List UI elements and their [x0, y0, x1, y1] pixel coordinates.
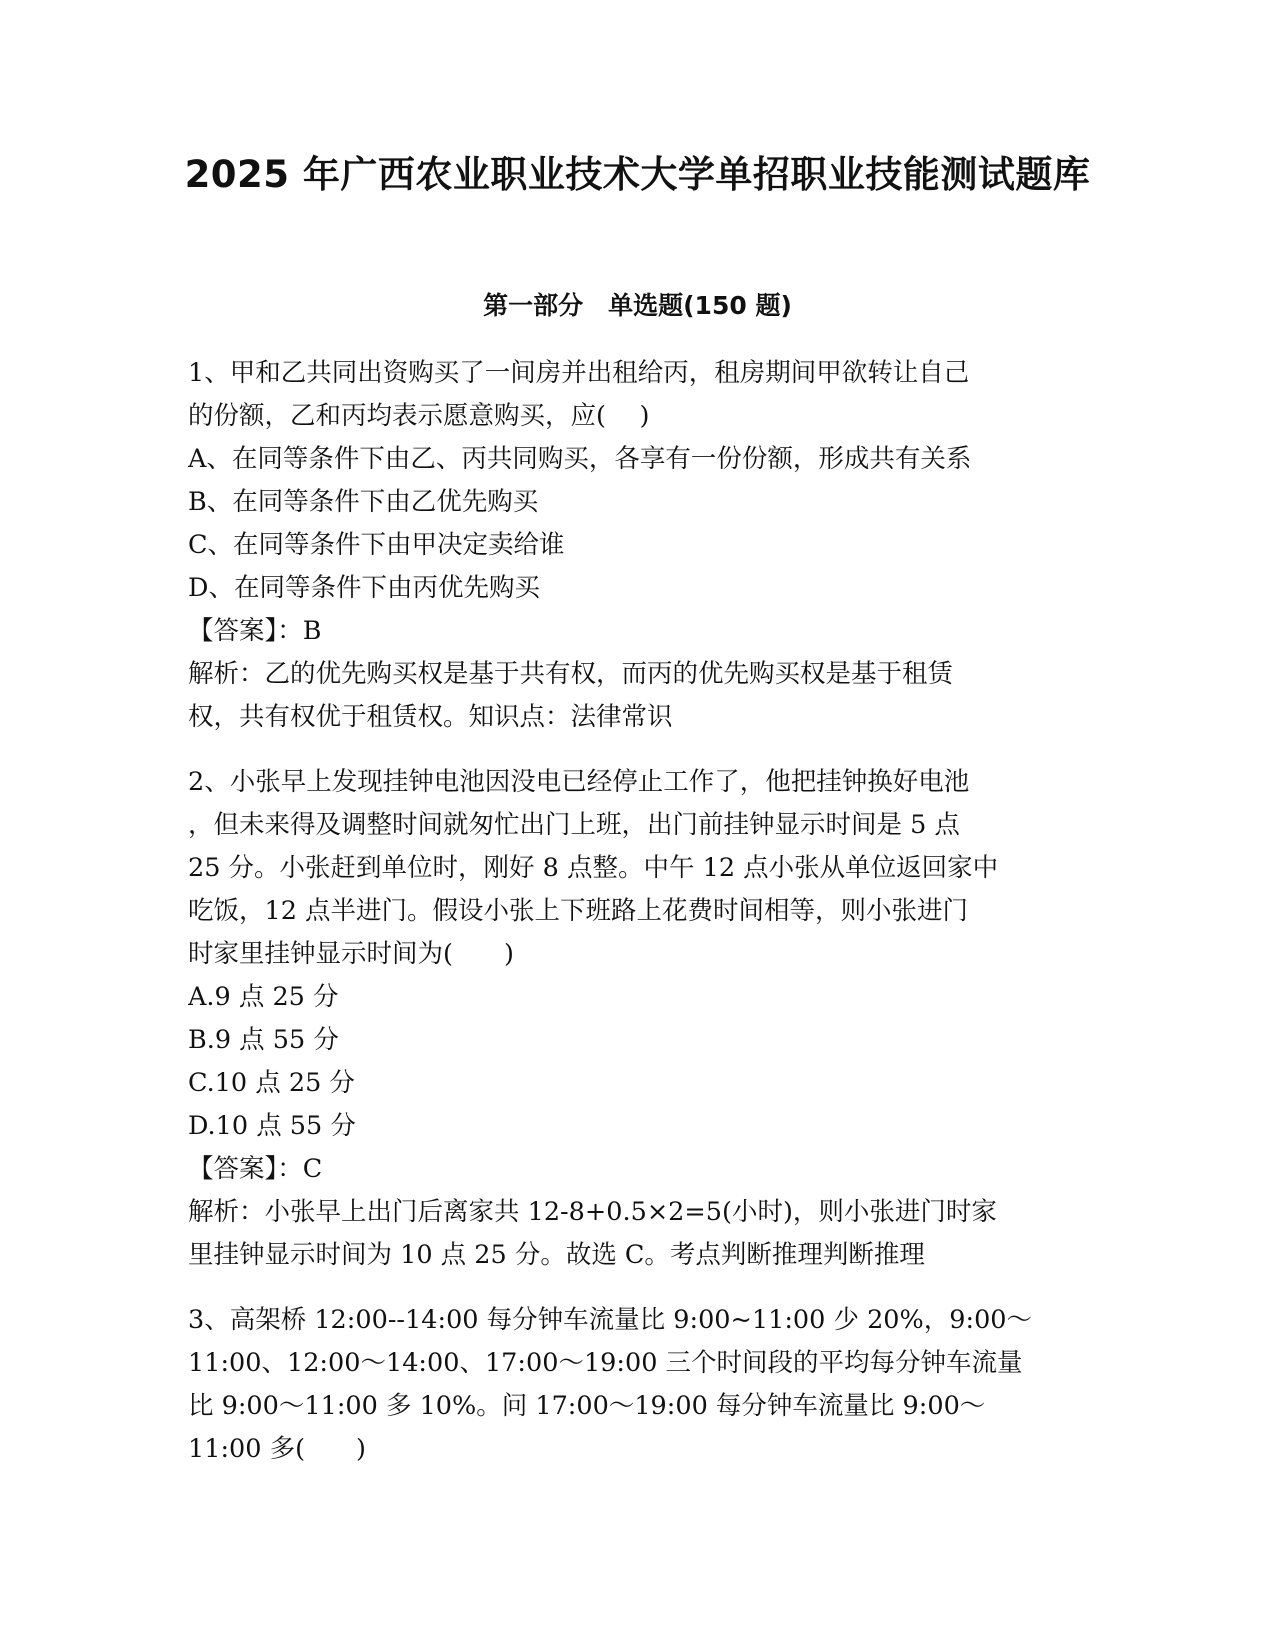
question-stem-line: 11:00 多( ): [188, 1434, 366, 1464]
question-stem-line: 比 9:00～11:00 多 10%。问 17:00～19:00 每分钟车流量比 9:00～: [188, 1391, 986, 1421]
option-a: A.9 点 25 分: [188, 982, 339, 1012]
question-stem-line: 时家里挂钟显示时间为( ): [188, 939, 514, 969]
question-stem-line: 3、高架桥 12:00--14:00 每分钟车流量比 9:00~11:00 少 20%，9:00～: [188, 1305, 1033, 1335]
question-spacer: [188, 739, 1088, 761]
analysis-line: 里挂钟显示时间为 10 点 25 分。故选 C。考点判断推理判断推理: [188, 1240, 925, 1270]
answer-label: 【答案】：B: [188, 616, 322, 646]
analysis-line: 解析：小张早上出门后离家共 12-8+0.5×2=5(小时)，则小张进门时家: [188, 1197, 997, 1227]
question-stem-line: 吃饭，12 点半进门。假设小张上下班路上花费时间相等，则小张进门: [188, 896, 969, 926]
question-3: [188, 1299, 1088, 1471]
option-d: D.10 点 55 分: [188, 1111, 356, 1141]
question-stem-line: 25 分。小张赶到单位时，刚好 8 点整。中午 12 点小张从单位返回家中: [188, 853, 999, 883]
section-title: 第一部分 单选题(150 题): [483, 291, 792, 320]
question-stem-line: 的份额，乙和丙均表示愿意购买，应( ): [188, 401, 650, 431]
question-stem-line: 11:00、12:00～14:00、17:00～19:00 三个时间段的平均每分钟车流量: [188, 1348, 1023, 1378]
answer-label: 【答案】：C: [188, 1154, 323, 1184]
question-stem-line: 1、甲和乙共同出资购买了一间房并出租给丙，租房期间甲欲转让自己: [188, 358, 970, 388]
document-title: 2025 年广西农业职业技术大学单招职业技能测试题库: [184, 153, 1091, 196]
option-c: C、在同等条件下由甲决定卖给谁: [188, 530, 565, 560]
question-stem-line: 2、小张早上发现挂钟电池因没电已经停止工作了，他把挂钟换好电池: [188, 767, 970, 797]
analysis-line: 解析：乙的优先购买权是基于共有权，而丙的优先购买权是基于租赁: [188, 659, 954, 689]
question-stem-line: ，但未来得及调整时间就匆忙出门上班，出门前挂钟显示时间是 5 点: [188, 810, 960, 840]
option-d: D、在同等条件下由丙优先购买: [188, 573, 540, 603]
question-2: [188, 761, 1088, 1277]
option-b: B.9 点 55 分: [188, 1025, 339, 1055]
option-a: A、在同等条件下由乙、丙共同购买，各享有一份份额，形成共有关系: [188, 444, 972, 474]
option-b: B、在同等条件下由乙优先购买: [188, 487, 539, 517]
analysis-line: 权，共有权优于租赁权。知识点：法律常识: [188, 702, 673, 732]
option-c: C.10 点 25 分: [188, 1068, 355, 1098]
question-1: [188, 352, 1088, 739]
question-spacer: [188, 1277, 1088, 1299]
document-body: [188, 352, 1088, 1471]
